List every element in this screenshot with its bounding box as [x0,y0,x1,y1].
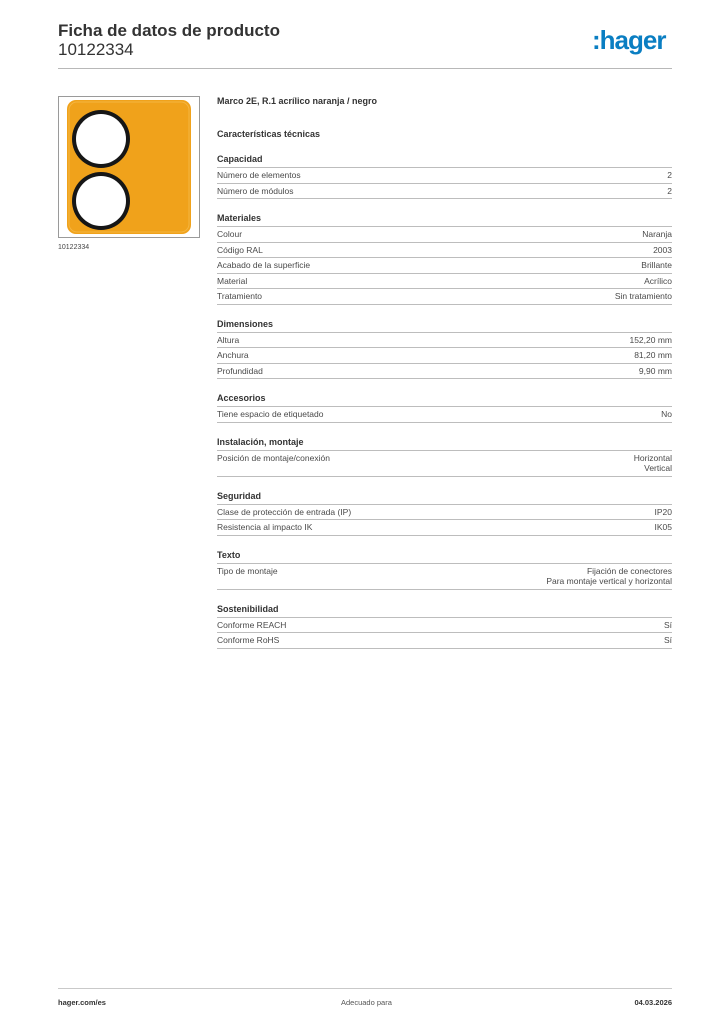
spec-row [217,288,672,305]
spec-value-line: IK05 [654,522,672,532]
spec-row [217,504,672,520]
spec-value [664,635,672,646]
spec-row [217,519,672,536]
spec-label: Tipo de montaje [217,565,278,576]
spec-value-line: 2 [667,170,672,180]
spec-value-line: Sí [663,619,672,630]
spec-row [217,273,672,289]
spec-value [653,245,672,256]
spec-value-line: No [661,409,672,419]
spec-value-line: 81,20 mm [634,350,672,360]
spec-section [217,437,672,477]
spec-value [615,291,672,302]
spec-label: Profundidad [217,365,263,376]
section-title: Seguridad [217,490,262,501]
spec-row [217,617,672,633]
spec-row [217,183,672,200]
spec-value-line: Horizontal [633,452,672,463]
tech-characteristics-title: Características técnicas [217,129,321,139]
spec-value [655,522,673,533]
product-code: 10122334 [58,40,134,59]
spec-value-line: 2003 [653,244,672,255]
spec-label: Material [217,275,248,286]
spec-value [667,170,672,181]
spec-value [639,366,672,377]
spec-section [217,491,672,536]
spec-label: Anchura [217,350,249,360]
spec-label: Número de módulos [217,185,294,196]
spec-section [217,604,672,649]
spec-value-line: Naranja [642,229,672,239]
product-image [58,96,200,238]
spec-value [641,260,672,271]
spec-label: Conforme RoHS [217,635,280,645]
spec-value-line: 152,20 mm [629,334,672,345]
footer-center-text: Adecuado para [341,998,392,1007]
spec-row [217,632,672,649]
spec-value [667,186,672,197]
page-title: Ficha de datos de producto [58,21,280,40]
spec-label: Acabado de la superficie [217,260,311,270]
spec-value-line: Para montaje vertical y horizontal [546,576,672,586]
spec-value [642,229,672,240]
spec-sections [217,154,672,649]
spec-value-line: Sin tratamiento [614,291,672,301]
spec-label: Tiene espacio de etiquetado [217,409,324,419]
spec-row [217,242,672,258]
spec-label: Altura [217,334,240,345]
spec-value-line: Brillante [641,260,672,270]
spec-value-line: IP20 [654,506,672,517]
section-title: Accesorios [217,393,266,403]
spec-label: Resistencia al impacto IK [217,522,313,532]
spec-section [217,550,672,590]
spec-value [664,620,672,631]
spec-value-line: 2 [667,185,672,196]
spec-row [217,347,672,363]
section-title: Capacidad [217,154,263,164]
section-title: Texto [217,549,241,560]
spec-label: Código RAL [217,244,263,255]
spec-value [661,409,672,420]
footer-divider [58,988,672,989]
spec-row [217,226,672,242]
spec-value [644,276,672,287]
spec-value [546,566,672,587]
section-title: Materiales [217,213,262,223]
spec-row [217,406,672,423]
spec-row [217,363,672,380]
image-caption: 10122334 [58,244,90,251]
spec-value [629,335,672,346]
section-title: Instalación, montaje [217,436,304,447]
spec-row [217,167,672,183]
spec-value [634,453,672,474]
spec-content [217,96,672,649]
spec-row [217,450,672,477]
spec-row [217,257,672,273]
footer-date: 04.03.2026 [634,998,672,1007]
spec-section [217,393,672,423]
section-title: Dimensiones [217,318,274,329]
spec-value-line: 9,90 mm [638,365,672,376]
spec-label: Número de elementos [217,170,301,180]
spec-label: Clase de protección de entrada (IP) [217,506,352,517]
section-title: Sostenibilidad [217,603,279,614]
double-socket-frame-icon [59,97,199,237]
spec-section [217,213,672,305]
spec-row [217,563,672,590]
spec-value-line: Vertical [644,463,672,473]
spec-label: Posición de montaje/conexión [217,452,330,463]
spec-value-line: Acrílico [644,275,672,286]
spec-section [217,319,672,380]
spec-section [217,154,672,199]
product-name: Marco 2E, R.1 acrílico naranja / negro [217,96,378,106]
spec-label: Conforme REACH [217,619,287,630]
spec-row [217,332,672,348]
header-divider [58,68,672,69]
hager-logo [592,26,674,56]
spec-label: Colour [217,229,243,239]
spec-value [655,507,673,518]
spec-value-line: Fijación de conectores [586,565,672,576]
spec-value [634,350,672,361]
spec-value-line: Sí [663,635,672,645]
spec-label: Tratamiento [217,291,263,301]
footer-website: hager.com/es [58,998,106,1007]
svg-text::hager: :hager [592,26,666,55]
